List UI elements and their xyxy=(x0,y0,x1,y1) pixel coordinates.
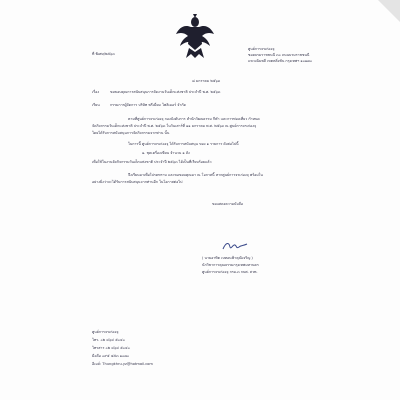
footer-email: อีเมล์: Thungkhru.yz@hotmail.com xyxy=(92,362,153,366)
letter-date: ๘ มกราคม ๒๕๖๓ xyxy=(192,79,221,83)
signatory-title-line-2: ศูนย์การจรเก่องจุ กรม.๓ กบศ. สวท. xyxy=(202,270,258,274)
paragraph-2-intro: ในการนี้ ศูนย์การจรเก่องจุ ได้รับการสนับสนุน ของ ๑ รายการ ดังต่อไปนี้ xyxy=(128,142,239,146)
subject-text: ขอขอบคุณการสนับสนุนการจัดงานวันเด็กแห่งชาติ ประจำปี พ.ศ. ๒๕๖๓ xyxy=(110,90,221,94)
salutation-text: กรรมการผู้จัดการ บริษัท พรีเมี่ยม โพลิเมอร์ จำกัด xyxy=(110,103,186,107)
subject-label: เรื่อง xyxy=(92,90,100,94)
paragraph-2-outro: เพื่อใช้ในงานจัดกิจกรรมวันเด็กแห่งชาติ ประจำปี ๒๕๖๓ ได้เป็นที่เรียบร้อยแล้ว xyxy=(92,160,212,164)
org-address-line-2: ซอยบรมราชชนนี ๓๐ ถนนบรมราชชนนี xyxy=(248,53,310,57)
paragraph-1-line-2: จัดกิจกรรมวันเด็กแห่งชาติ ประจำปี พ.ศ. ๒๕๖๓ ในวันเสาร์ที่ ๑๑ มกราคม พ.ศ. ๒๕๖๓ ณ ศูนย์การจรเก่องจุ xyxy=(92,124,257,128)
footer-line-3: โทรสาร ๐๒ ๔๖๔ ๕๐๔๐ xyxy=(92,346,130,350)
paragraph-1-line-3: โดยได้รับการสนับสนุนการจัดกิจกรรมจากท่าน นั้น xyxy=(92,131,170,135)
footer-line-4: มือถือ ๐๙๕ ๔๕๓ ๑๐๗๐ xyxy=(92,354,130,358)
item-1: ๑. ชุดเครื่องเขียน จำนวน ๑ ลัง xyxy=(142,151,190,155)
paragraph-1-line-1: ตามที่ศูนย์การจรเก่องจุ กองบังคับการ สำนักวัฒนธรรม กีฬา และการท่องเที่ยว กำหนด xyxy=(128,117,260,121)
salutation-label: เรียน xyxy=(92,103,100,107)
folded-corner xyxy=(378,0,400,22)
signatory-name: ( นายอาทิต เบทอนฟ้าคุณิเจริญ ) xyxy=(202,256,253,260)
paragraph-3-line-2: อย่างยิ่งว่าจะได้รับการสนับสนุนจากท่านอีก ในโอกาสต่อไป xyxy=(92,180,183,184)
org-address-line-1: ศูนย์การจรเก่องจุ xyxy=(248,47,275,51)
signatory-title-line-1: นักวิชาการคุณธรรมกรุงเทพมหานคร xyxy=(202,263,259,267)
garuda-emblem-icon xyxy=(176,14,214,58)
paragraph-3-line-1: จึงเรียนมาเพื่อโปรดทราบ และขอขอบคุณมา ณ โอกาสนี้ หากศูนย์การจรเก่องจุ พร้อมใน xyxy=(128,173,263,177)
document-number: ที่ พิเศษ/๒๕๖๓ xyxy=(92,52,115,56)
signature-icon xyxy=(222,240,248,252)
footer-line-2: โทร. ๐๒ ๔๖๔ ๕๐๔๐ xyxy=(92,338,125,342)
org-address-line-3: แขวงฉิมพลี เขตตลิ่งชัน กรุงเทพฯ ๑๐๑๗๐ xyxy=(248,59,313,63)
closing: ขอแสดงความนับถือ xyxy=(212,202,244,206)
footer-line-1: ศูนย์การจรเก่องจุ xyxy=(92,330,119,334)
